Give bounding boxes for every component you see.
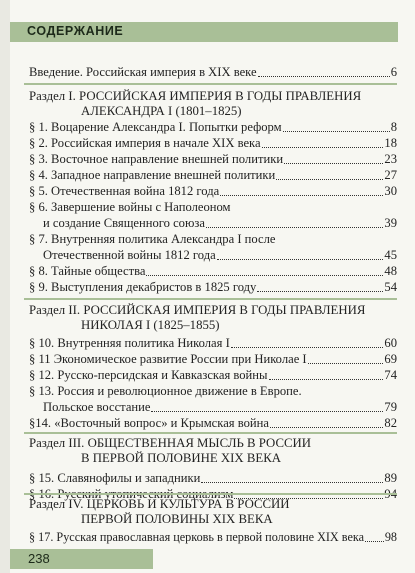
- toc-leader-dots: [146, 275, 383, 276]
- toc-entry-text: Отечественной войны 1812 года: [43, 248, 216, 262]
- section-title-1-cont: АЛЕКСАНДРА I (1801–1825): [81, 104, 242, 118]
- toc-page-number: 39: [384, 216, 397, 230]
- toc-leader-dots: [217, 259, 384, 260]
- toc-entry-text: § 2. Российская империя в начале XIX века: [29, 136, 261, 150]
- page-title: СОДЕРЖАНИЕ: [27, 24, 124, 38]
- toc-entry-text: §14. «Восточный вопрос» и Крымская война: [29, 416, 269, 430]
- toc-entry-text: § 9. Выступления декабристов в 1825 году: [29, 280, 257, 294]
- toc-entry-text: Польское восстание: [43, 400, 151, 414]
- toc-entry-text: и создание Священного союза: [43, 216, 205, 230]
- toc-entry-text: § 7. Внутренняя политика Александра I после: [29, 232, 276, 246]
- toc-leader-dots: [269, 379, 384, 380]
- toc-entry-text: § 12. Русско-персидская и Кавказская войны: [29, 368, 268, 382]
- toc-page-number: 79: [384, 400, 397, 414]
- toc-page-number: 23: [384, 152, 397, 166]
- toc-page-number: 6: [390, 65, 397, 79]
- toc-leader-dots: [206, 227, 383, 228]
- toc-entry-text: § 10. Внутренняя политика Николая I: [29, 336, 230, 350]
- section-title-1: Раздел I. РОССИЙСКАЯ ИМПЕРИЯ В ГОДЫ ПРАВЛЕНИЯ: [29, 89, 362, 103]
- section-title-4: Раздел IV. ЦЕРКОВЬ И КУЛЬТУРА В РОССИИ: [29, 497, 290, 511]
- toc-leader-dots: [283, 131, 390, 132]
- toc-entry-9: [29, 277, 397, 295]
- toc-entry-text: § 3. Восточное направление внешней политики: [29, 152, 284, 166]
- section-title-3-cont: В ПЕРВОЙ ПОЛОВИНЕ XIX ВЕКА: [81, 451, 282, 465]
- toc-page-number: 82: [384, 416, 397, 430]
- toc-page-number: 48: [384, 264, 397, 278]
- toc-entry-17: [29, 527, 397, 545]
- toc-entry-text: § 4. Западное направление внешней политики: [29, 168, 276, 182]
- toc-leader-dots: [270, 427, 383, 428]
- toc-entry-intro: [29, 62, 397, 80]
- toc-leader-dots: [262, 147, 384, 148]
- toc-leader-dots: [220, 195, 383, 196]
- toc-page-number: 69: [384, 352, 397, 366]
- toc-page-number: 54: [384, 280, 397, 294]
- toc-leader-dots: [257, 291, 383, 292]
- toc-leader-dots: [284, 163, 383, 164]
- toc-page-number: 8: [390, 120, 397, 134]
- section-divider: [24, 493, 397, 495]
- toc-page-number: 45: [384, 248, 397, 262]
- toc-leader-dots: [365, 541, 384, 542]
- section-divider: [24, 298, 397, 300]
- toc-page-number: 98: [384, 530, 397, 544]
- toc-entry-text: § 1. Воцарение Александра I. Попытки реформ: [29, 120, 282, 134]
- toc-leader-dots: [201, 482, 383, 483]
- section-title-4-cont: ПЕРВОЙ ПОЛОВИНЫ XIX ВЕКА: [81, 512, 273, 526]
- toc-entry-text: Введение. Российская империя в XIX веке: [29, 65, 257, 79]
- toc-entry-text: § 6. Завершение войны с Наполеоном: [29, 200, 231, 214]
- toc-leader-dots: [276, 179, 383, 180]
- toc-leader-dots: [151, 411, 383, 412]
- toc-page-number: 89: [384, 471, 397, 485]
- toc-entry-text: § 13. Россия и революционное движение в Европе.: [29, 384, 302, 398]
- toc-entry-14: [29, 413, 397, 431]
- section-title-2: Раздел II. РОССИЙСКАЯ ИМПЕРИЯ В ГОДЫ ПРАВЛЕНИЯ: [29, 303, 366, 317]
- toc-entry-text: § 5. Отечественная война 1812 года: [29, 184, 220, 198]
- section-divider: [24, 83, 397, 85]
- toc-entry-text: § 15. Славянофилы и западники: [29, 471, 201, 485]
- toc-page-number: 27: [384, 168, 397, 182]
- toc-page-number: 30: [384, 184, 397, 198]
- toc-leader-dots: [308, 363, 384, 364]
- toc-entry-text: § 17. Русская православная церковь в первой половине XIX века: [29, 530, 365, 544]
- section-title-2-cont: НИКОЛАЯ I (1825–1855): [81, 318, 220, 332]
- toc-entry-text: § 8. Тайные общества: [29, 264, 146, 278]
- toc-page-number: 74: [384, 368, 397, 382]
- section-title-3: Раздел III. ОБЩЕСТВЕННАЯ МЫСЛЬ В РОССИИ: [29, 436, 311, 450]
- toc-page-number: 18: [384, 136, 397, 150]
- toc-leader-dots: [231, 347, 384, 348]
- toc-entry-text: § 11 Экономическое развитие России при Николае I: [29, 352, 307, 366]
- toc-page-number: 60: [384, 336, 397, 350]
- toc-leader-dots: [258, 76, 390, 77]
- section-divider: [24, 432, 397, 434]
- page-number: 238: [28, 551, 50, 566]
